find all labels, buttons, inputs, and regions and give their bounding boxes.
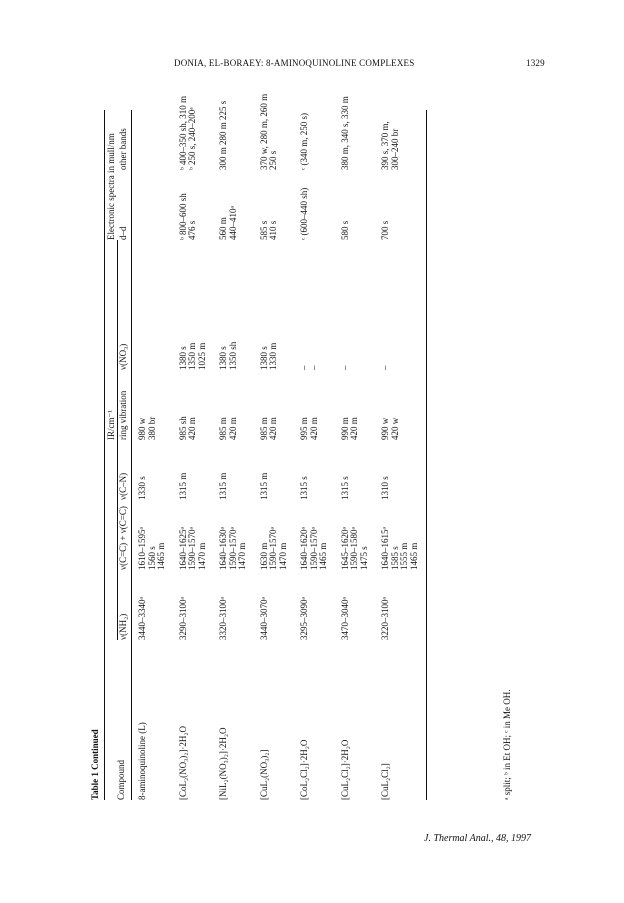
cell-cc: 1640–1620ᵃ [299, 527, 309, 570]
cell-ring: 985 m [258, 417, 269, 440]
cell-ring: 420 m [268, 417, 278, 440]
cell-compound: [CuL₂Cl₂] [380, 763, 390, 800]
cell-nh: 3440–3340ᵃ [137, 597, 147, 640]
table-title: Table 1 Continued [90, 729, 100, 800]
cell-nh: 3220–3100ᵃ [380, 597, 390, 640]
cell-no3: – [299, 365, 309, 370]
cell-cc: 1640–1630ᵃ [218, 527, 228, 570]
cell-compound: [NiL₂(NO₃)₂]·2H₂O [218, 727, 228, 800]
cell-cc: 1475 s [358, 546, 369, 570]
cell-nh: 3440–3070ᵃ [258, 597, 269, 640]
cell-ring: 985 sh [177, 416, 188, 440]
cell-no3: – [339, 365, 350, 370]
cell-cn: 1315 m [258, 472, 269, 500]
cell-dd: ᶜ (600–440 sh) [299, 187, 309, 240]
col-cn: ν(C–N) [118, 472, 128, 500]
col-ring: ring vibration [118, 390, 128, 440]
cell-cn: 1315 m [218, 472, 228, 500]
cell-no3: 1380 s [177, 346, 188, 370]
cell-compound: [CoL₂(NO₃)₂]·2H₂O [177, 725, 188, 800]
cell-nh: 3320–3100ᵃ [218, 597, 228, 640]
cell-no3: – [308, 365, 319, 370]
cell-cc: 1640–1615ᵃ [380, 527, 390, 570]
cell-ring: 985 m [218, 417, 228, 440]
cell-cc: 1555 m [399, 542, 409, 570]
cell-other: ᵇ 250 s, 240–200ᵃ [187, 107, 197, 170]
cell-cc: 1590–1570ᵃ [308, 527, 319, 570]
running-header: DONIA, EL-BORAEY: 8-AMINOQUINOLINE COMPLEXES [174, 58, 415, 68]
cell-cn: 1330 s [137, 476, 147, 500]
cell-other: 380 m, 340 s, 330 m [339, 96, 350, 170]
col-dd: d–d [118, 226, 128, 240]
cell-ring: 420 w [389, 417, 400, 440]
cell-cc: 1585 s [389, 546, 400, 570]
cell-nh: 3290–3100ᵃ [177, 597, 188, 640]
cell-cn: 1315 s [299, 476, 309, 500]
cell-cc: 1610–1595ᵃ [137, 527, 147, 570]
header-rule [131, 110, 132, 800]
cell-other: 250 s [268, 150, 278, 170]
cell-other: 390 s, 370 m, [380, 121, 390, 170]
cell-no3: 1380 s [258, 346, 269, 370]
cell-other: ᵇ 400–350 sh, 310 m [177, 95, 188, 170]
cell-ring: 990 w [380, 417, 390, 440]
cell-compound: 8-aminoquinoline (L) [137, 722, 147, 800]
journal-footer: J. Thermal Anal., 48, 1997 [424, 833, 532, 844]
cell-cc: 1465 m [156, 542, 166, 570]
cell-ring: 995 m [299, 417, 309, 440]
cell-dd: 700 s [380, 220, 390, 240]
cell-cn: 1315 m [177, 472, 188, 500]
cell-dd: 580 s [339, 220, 350, 240]
col-compound: Compound [116, 759, 126, 800]
col-no3: ν(NO₃) [118, 343, 128, 370]
cell-compound: [CuL₂(NO₃)₂] [258, 749, 269, 800]
cell-dd: 560 m [218, 217, 228, 240]
bottom-rule [426, 110, 427, 800]
cell-cc: 1630 m [258, 542, 269, 570]
cell-cc: 1560 s [146, 546, 157, 570]
cell-cc: 1645–1620ᵃ [339, 527, 350, 570]
col-other: other bands [118, 128, 128, 170]
cell-cc: 1590–1570ᵃ [227, 527, 238, 570]
cell-cc: 1470 m [277, 542, 288, 570]
cell-ring: 980 w [137, 417, 147, 440]
cell-cc: 1470 m [196, 542, 207, 570]
cell-dd: 410 s [268, 220, 278, 240]
cell-ring: 420 m [187, 417, 197, 440]
cell-other: ᶜ (340 m, 250 s) [299, 112, 309, 170]
cell-no3: 1380 s [218, 346, 228, 370]
cell-no3: 1350 m [187, 342, 197, 370]
cell-no3: 1330 m [268, 342, 278, 370]
col-nh: ν(NH₂) [118, 613, 128, 640]
cell-ring: 990 m [339, 417, 350, 440]
cell-cc: 1640–1625ᵃ [177, 527, 188, 570]
group-es: Electronic spectra in mull/nm [106, 133, 116, 240]
col-cc: ν(C=C) + ν(C=C) [118, 506, 128, 570]
cell-ring: 380 br [146, 416, 157, 440]
cell-cc: 1590–1580ᵃ [349, 527, 359, 570]
cell-cn: 1315 s [339, 476, 350, 500]
cell-cc: 1465 m [408, 542, 419, 570]
cell-cc: 1590–1570ᵃ [187, 527, 197, 570]
cell-ring: 420 m [227, 417, 238, 440]
page-number: 1329 [526, 58, 545, 68]
group-ir: IR/cm⁻¹ [106, 410, 116, 440]
cell-other: 300 m 280 m 225 s [218, 100, 228, 170]
footnote: ᵃ split; ᵇ in Et OH; ᶜ in Me OH. [502, 689, 512, 800]
cell-cc: 1590–1570ᵃ [268, 527, 278, 570]
cell-compound: [CuL₂Cl₂]·2H₂O [339, 739, 350, 800]
cell-dd: 440–410ᵃ [227, 206, 238, 240]
cell-ring: 420 m [308, 417, 319, 440]
cell-no3: 1025 m [196, 342, 207, 370]
ir-group-rule [117, 240, 118, 640]
rotated-table [90, 93, 530, 800]
cell-no3: – [380, 365, 390, 370]
cell-dd: ᵇ 800–600 sh [177, 193, 188, 240]
cell-compound: [CoL₂Cl₂]·2H₂O [299, 739, 309, 800]
cell-no3: 1350 sh [227, 341, 238, 370]
cell-ring: 420 m [349, 417, 359, 440]
cell-cc: 1470 m [237, 542, 247, 570]
top-rule [104, 110, 105, 800]
cell-cn: 1310 s [380, 476, 390, 500]
cell-other: 300–240 br [389, 128, 400, 170]
cell-dd: 585 s [258, 220, 269, 240]
cell-nh: 3470–3040ᵃ [339, 597, 350, 640]
cell-cc: 1465 m [318, 542, 328, 570]
cell-dd: 476 s [187, 220, 197, 240]
cell-other: 370 w, 280 m, 260 m [258, 93, 269, 170]
cell-nh: 3295–3090ᵃ [299, 597, 309, 640]
